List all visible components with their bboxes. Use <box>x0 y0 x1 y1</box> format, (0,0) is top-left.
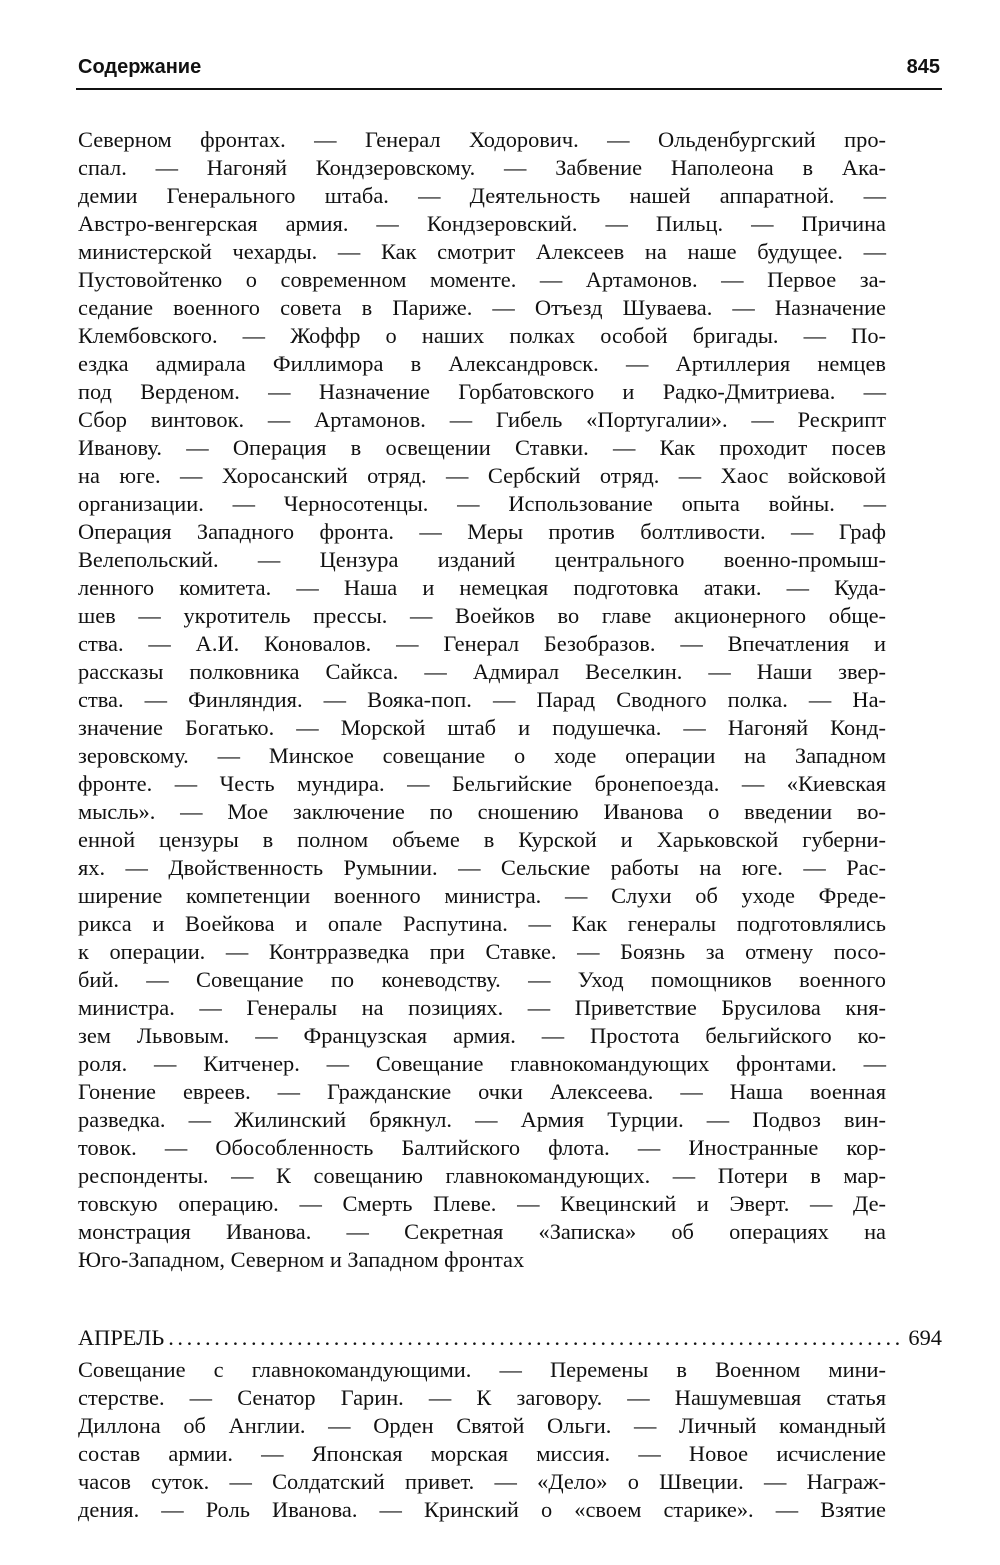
section-title: Содержание <box>78 56 202 78</box>
text-line: ства. — Финляндия. — Вояка-поп. — Парад Сводного полка. — На- <box>78 687 886 712</box>
text-line: на юге. — Хоросанский отряд. — Сербский отряд. — Хаос войсковой <box>78 463 886 488</box>
text-line: Австро-венгерская армия. — Кондзеровский. — Пильц. — Причина <box>78 211 886 236</box>
text-line: товок. — Обособленность Балтийского флота. — Иностранные кор- <box>78 1135 886 1160</box>
text-line: Совещание с главнокомандующими. — Перемены в Военном мини- <box>78 1357 886 1382</box>
text-line: разведка. — Жилинский брякнул. — Армия Турции. — Подвоз вин- <box>78 1107 886 1132</box>
text-line: роля. — Китченер. — Совещание главнокомандующих фронтами. — <box>78 1051 886 1076</box>
text-line: Пустовойтенко о современном моменте. — Артамонов. — Первое за- <box>78 267 886 292</box>
text-line: ях. — Двойственность Румынии. — Сельские работы на юге. — Рас- <box>78 855 886 880</box>
text-line: респонденты. — К совещанию главнокомандующих. — Потери в мар- <box>78 1163 886 1188</box>
text-line: фронте. — Честь мундира. — Бельгийские бронепоезда. — «Киевская <box>78 771 886 796</box>
contents-entry-description <box>78 126 886 1274</box>
page-number: 845 <box>906 56 940 78</box>
text-line: зеровскому. — Минское совещание о ходе операции на Западном <box>78 743 886 768</box>
text-line: зем Львовым. — Французская армия. — Простота бельгийского ко- <box>78 1023 886 1048</box>
text-line: ширение компетенции военного министра. — Слухи об уходе Фреде- <box>78 883 886 908</box>
text-line: рикса и Воейкова и опале Распутина. — Как генералы подготовлялись <box>78 911 886 936</box>
text-line: спал. — Нагоняй Кондзеровскому. — Забвение Наполеона в Ака- <box>78 155 886 180</box>
text-line: товскую операцию. — Смерть Плеве. — Квецинский и Эверт. — Де- <box>78 1191 886 1216</box>
text-line: под Верденом. — Назначение Горбатовского и Радко-Дмитриева. — <box>78 379 886 404</box>
text-line: Диллона об Англии. — Орден Святой Ольги. — Личный командный <box>78 1413 886 1438</box>
leader-dots <box>168 1324 904 1352</box>
text-line: часов суток. — Солдатский привет. — «Дело» о Швеции. — Награж- <box>78 1469 886 1494</box>
text-line: седание военного совета в Париже. — Отъезд Шуваева. — Назначение <box>78 295 886 320</box>
text-line: демии Генерального штаба. — Деятельность нашей аппаратной. — <box>78 183 886 208</box>
entry-page-number: 694 <box>908 1325 942 1350</box>
text-line: Юго-Западном, Северном и Западном фронтах <box>78 1247 525 1272</box>
text-line: монстрация Иванова. — Секретная «Записка» об операциях на <box>78 1219 886 1244</box>
text-line: стерстве. — Сенатор Гарин. — К заговору. — Нашумевшая статья <box>78 1385 886 1410</box>
text-line: министерской чехарды. — Как смотрит Алексеев на наше будущее. — <box>78 239 886 264</box>
text-line: рассказы полковника Сайкса. — Адмирал Веселкин. — Наши звер- <box>78 659 886 684</box>
text-line: состав армии. — Японская морская миссия. — Новое исчисление <box>78 1441 886 1466</box>
running-header <box>76 52 942 90</box>
text-line: Велепольский. — Цензура изданий центрального военно-промыш- <box>78 547 886 572</box>
text-line: Клембовского. — Жоффр о наших полках особой бригады. — По- <box>78 323 886 348</box>
text-line: организации. — Черносотенцы. — Использование опыта войны. — <box>78 491 886 516</box>
contents-entry-heading <box>78 1324 942 1354</box>
text-line: значение Богатько. — Морской штаб и подушечка. — Нагоняй Конд- <box>78 715 886 740</box>
text-line: ства. — А.И. Коновалов. — Генерал Безобразов. — Впечатления и <box>78 631 886 656</box>
text-line: Иванову. — Операция в освещении Ставки. — Как проходит посев <box>78 435 886 460</box>
text-line: енной цензуры в полном объеме в Курской и Харьковской губерни- <box>78 827 886 852</box>
text-line: ездка адмирала Филлимора в Александровск. — Артиллерия немцев <box>78 351 886 376</box>
text-line: Операция Западного фронта. — Меры против болтливости. — Граф <box>78 519 886 544</box>
text-line: Гонение евреев. — Гражданские очки Алексеева. — Наша военная <box>78 1079 886 1104</box>
text-line: ленного комитета. — Наша и немецкая подготовка атаки. — Куда- <box>78 575 886 600</box>
text-line: бий. — Совещание по коневодству. — Уход помощников военного <box>78 967 886 992</box>
text-line: дения. — Роль Иванова. — Кринский о «своем старике». — Взятие <box>78 1497 886 1522</box>
text-line: шев — укротитель прессы. — Воейков во главе акционерного обще- <box>78 603 886 628</box>
contents-entry-description <box>78 1356 886 1524</box>
text-line: мысль». — Мое заключение по сношению Иванова о введении во- <box>78 799 886 824</box>
entry-title: АПРЕЛЬ <box>78 1325 165 1350</box>
text-line: министра. — Генералы на позициях. — Приветствие Брусилова кня- <box>78 995 886 1020</box>
text-line: Сбор винтовок. — Артамонов. — Гибель «Португалии». — Рескрипт <box>78 407 886 432</box>
text-line: к операции. — Контрразведка при Ставке. — Боязнь за отмену посо- <box>78 939 886 964</box>
text-line: Северном фронтах. — Генерал Ходорович. — Ольденбургский про- <box>78 127 886 152</box>
